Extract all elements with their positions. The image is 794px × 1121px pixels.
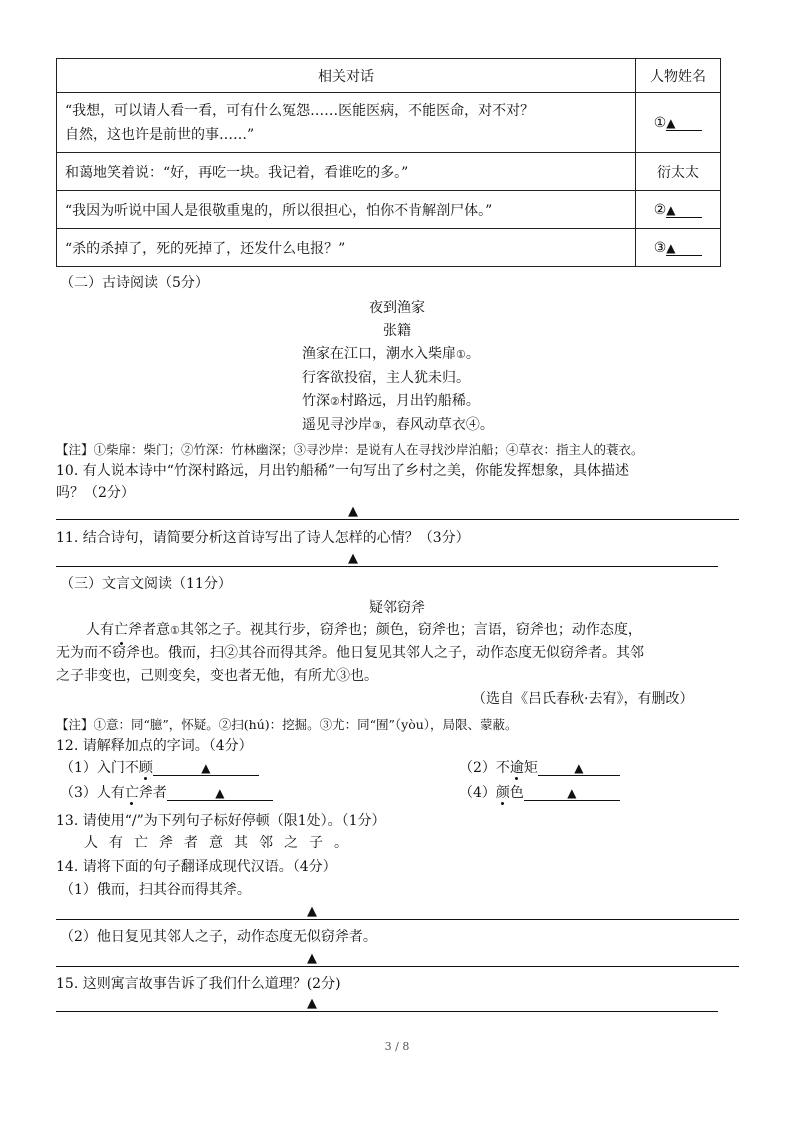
answer-marker: ▲ [348, 504, 358, 519]
name-answer-cell[interactable]: ②▲ [636, 191, 721, 229]
q12-blank[interactable]: ▲ [153, 761, 259, 776]
q12-item-4: （4）颜色 ▲ [459, 782, 620, 802]
answer-line-q14-2[interactable] [56, 966, 739, 967]
poem-note: 【注】①柴扉：柴门；②竹深：竹林幽深；③寻沙岸：是说有人在寻找沙岸泊船；④草衣：指主人的蓑衣。 [56, 442, 644, 457]
q14-sentence-2: （2）他日复见其邻人之子，动作态度无似窃斧者。 [60, 929, 377, 945]
classical-title: 疑邻窃斧 [369, 600, 425, 616]
classical-note: 【注】①意：同“臆”，怀疑。②扫(hú)：挖掘。③尤：同“囿”（yòu），局限、蒙蔽。 [56, 717, 518, 732]
answer-line-q11[interactable] [56, 566, 718, 567]
poem-title: 夜到渔家 [369, 300, 425, 316]
answer-marker: ▲ [307, 904, 317, 919]
answer-marker: ▲ [307, 996, 317, 1011]
answer-line-q10[interactable] [56, 519, 739, 520]
name-cell: 衍太太 [636, 153, 721, 191]
table-row [57, 229, 721, 267]
answer-line-q15[interactable] [56, 1011, 718, 1012]
question-15: 15. 这则寓言故事告诉了我们什么道理？(2分) [56, 976, 341, 992]
q12-item-2: （2）不逾矩 ▲ [459, 757, 620, 777]
poem-body [302, 343, 494, 437]
poem-line: 行客欲投宿，主人犹未归。 [302, 369, 470, 386]
header-name: 人物姓名 [636, 59, 721, 93]
dialogue-cell: 和蔼地笑着说：“好，再吃一块。我记着，看谁吃的多。” [57, 153, 636, 191]
table-row [57, 153, 721, 191]
dialogue-cell: “我因为听说中国人是很敬重鬼的，所以很担心，怕你不肯解剖尸体。” [57, 191, 636, 229]
q14-sentence-1: （1）俄而，扫其谷而得其斧。 [60, 882, 251, 898]
q12-blank[interactable]: ▲ [524, 786, 620, 801]
q12-item-3: （3）人有亡斧者 ▲ [60, 782, 273, 802]
poem-line: 渔家在江口，潮水入柴扉①。 [302, 346, 480, 362]
dialogue-cell: “杀的杀掉了，死的死掉了，还发什么电报？” [57, 229, 636, 267]
answer-marker: ▲ [307, 951, 317, 966]
answer-marker: ▲ [348, 551, 358, 566]
name-answer-cell[interactable]: ③▲ [636, 229, 721, 267]
question-13: 13. 请使用“/”为下列句子标好停顿（限1处）。（1分） [56, 813, 386, 829]
classical-passage: 人有亡斧者意①其邻之子。视其行步，窃斧也；颜色，窃斧也；言语，窃斧也；动作态度， 无为而不窃斧也。俄而，扫②其谷而得其斧。他日复见其邻人之子，动作态度无似窃斧者。其邻 之子非变也，己则变矣，变也者无他，有所尤③也。 [56, 619, 736, 688]
question-14: 14. 请将下面的句子翻译成现代汉语。（4分） [56, 859, 337, 875]
poem-line: 遥见寻沙岸③，春风动草衣④。 [302, 416, 494, 433]
name-answer-cell[interactable]: ①▲ [636, 93, 721, 153]
question-12: 12. 请解释加点的字词。（4分） [56, 738, 253, 754]
table-row [57, 93, 721, 153]
dialogue-table [56, 58, 721, 267]
question-10: 10. 有人说本诗中“竹深村路远，月出钓船稀”一句写出了乡村之美，你能发挥想象，具体描述 吗？（2分） [56, 463, 630, 501]
poem-section-heading: （二）古诗阅读（5分） [60, 275, 209, 291]
question-11: 11. 结合诗句，请简要分析这首诗写出了诗人怎样的心情？（3分） [56, 530, 470, 546]
q12-item-1: （1）入门不顾 ▲ [60, 757, 259, 777]
poem-line: 竹深②村路远，月出钓船稀。 [302, 393, 480, 409]
classical-section-heading: （三）文言文阅读（11分） [60, 576, 232, 592]
dialogue-cell: “我想，可以请人看一看，可有什么冤怨……医能医病，不能医命，对不对？ 自然，这也许是前世的事……” [57, 93, 636, 153]
q12-blank[interactable]: ▲ [538, 761, 620, 776]
classical-source: （选自《吕氏春秋·去宥》，有删改） [472, 691, 694, 707]
header-dialogue: 相关对话 [57, 59, 636, 93]
q13-sentence[interactable]: 人有亡斧者意其邻之子。 [84, 835, 359, 851]
answer-line-q14-1[interactable] [56, 919, 739, 920]
table-header-row [57, 59, 721, 93]
poem-author: 张籍 [383, 323, 411, 339]
q12-blank[interactable]: ▲ [167, 786, 273, 801]
page-number: 3 / 8 [384, 1040, 410, 1053]
table-row [57, 191, 721, 229]
